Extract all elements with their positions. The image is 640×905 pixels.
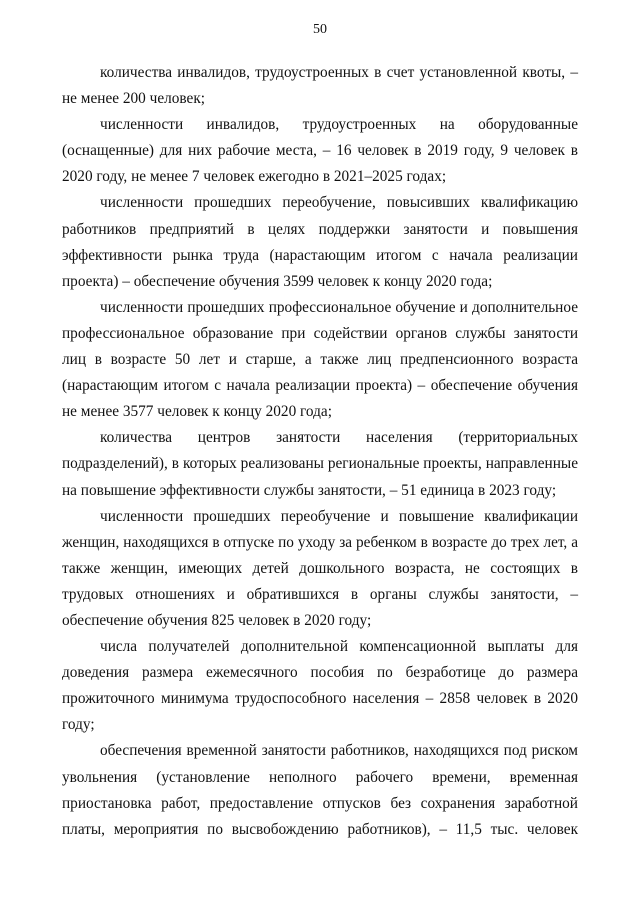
paragraph-disabled-quota: количества инвалидов, трудоустроенных в счет установленной квоты, – не менее 200 человек; bbox=[62, 64, 578, 108]
document-body bbox=[62, 60, 578, 843]
paragraph-disabled-equipped-workplaces: численности инвалидов, трудоустроенных на оборудованные (оснащенные) для них рабочие места, – 16 человек в 2019 году, 9 человек в 2020 году, не менее 7 человек ежегодно в 2021–2025 годах; bbox=[62, 116, 578, 186]
paragraph-compensation-payment: числа получателей дополнительной компенсационной выплаты для доведения размера ежемесячного пособия по безработице до размера прожиточного минимума трудоспособного населения – 2858 человек в 2020 году; bbox=[62, 638, 578, 734]
paragraph-retraining-employees: численности прошедших переобучение, повысивших квалификацию работников предприятий в целях поддержки занятости и повышения эффективности рынка труда (нарастающим итогом с начала реализации проекта) – обеспечение обучения 3599 человек к концу 2020 года; bbox=[62, 194, 578, 290]
paragraph-temporary-employment: обеспечения временной занятости работников, находящихся под риском увольнения (установление неполного рабочего времени, временная приостановка работ, предоставление отпусков без сохранения заработной платы, мероприятия по высвобождению работников), – 11,5 тыс. человек bbox=[62, 742, 578, 838]
paragraph-women-retraining: численности прошедших переобучение и повышение квалификации женщин, находящихся в отпуске по уходу за ребенком в возрасте до трех лет, а также женщин, имеющих детей дошкольного возраста, не состоящих в трудовых отношениях и обратившихся в органы службы занятости, – обеспечение обучения 825 человек в 2020 году; bbox=[62, 507, 578, 629]
paragraph-employment-centers: количества центров занятости населения (территориальных подразделений), в которых реализованы региональные проекты, направленные на повышение эффективности службы занятости, – 51 единица в 2023 году; bbox=[62, 429, 578, 499]
page-number: 50 bbox=[313, 22, 327, 37]
paragraph-training-50-plus: численности прошедших профессиональное обучение и дополнительное профессиональное образование при содействии органов службы занятости лиц в возрасте 50 лет и старше, а также лиц предпенсионного возраста (нарастающим итогом с начала реализации проекта) – обеспечение обучения не менее 3577 человек к концу 2020 года; bbox=[62, 298, 578, 421]
